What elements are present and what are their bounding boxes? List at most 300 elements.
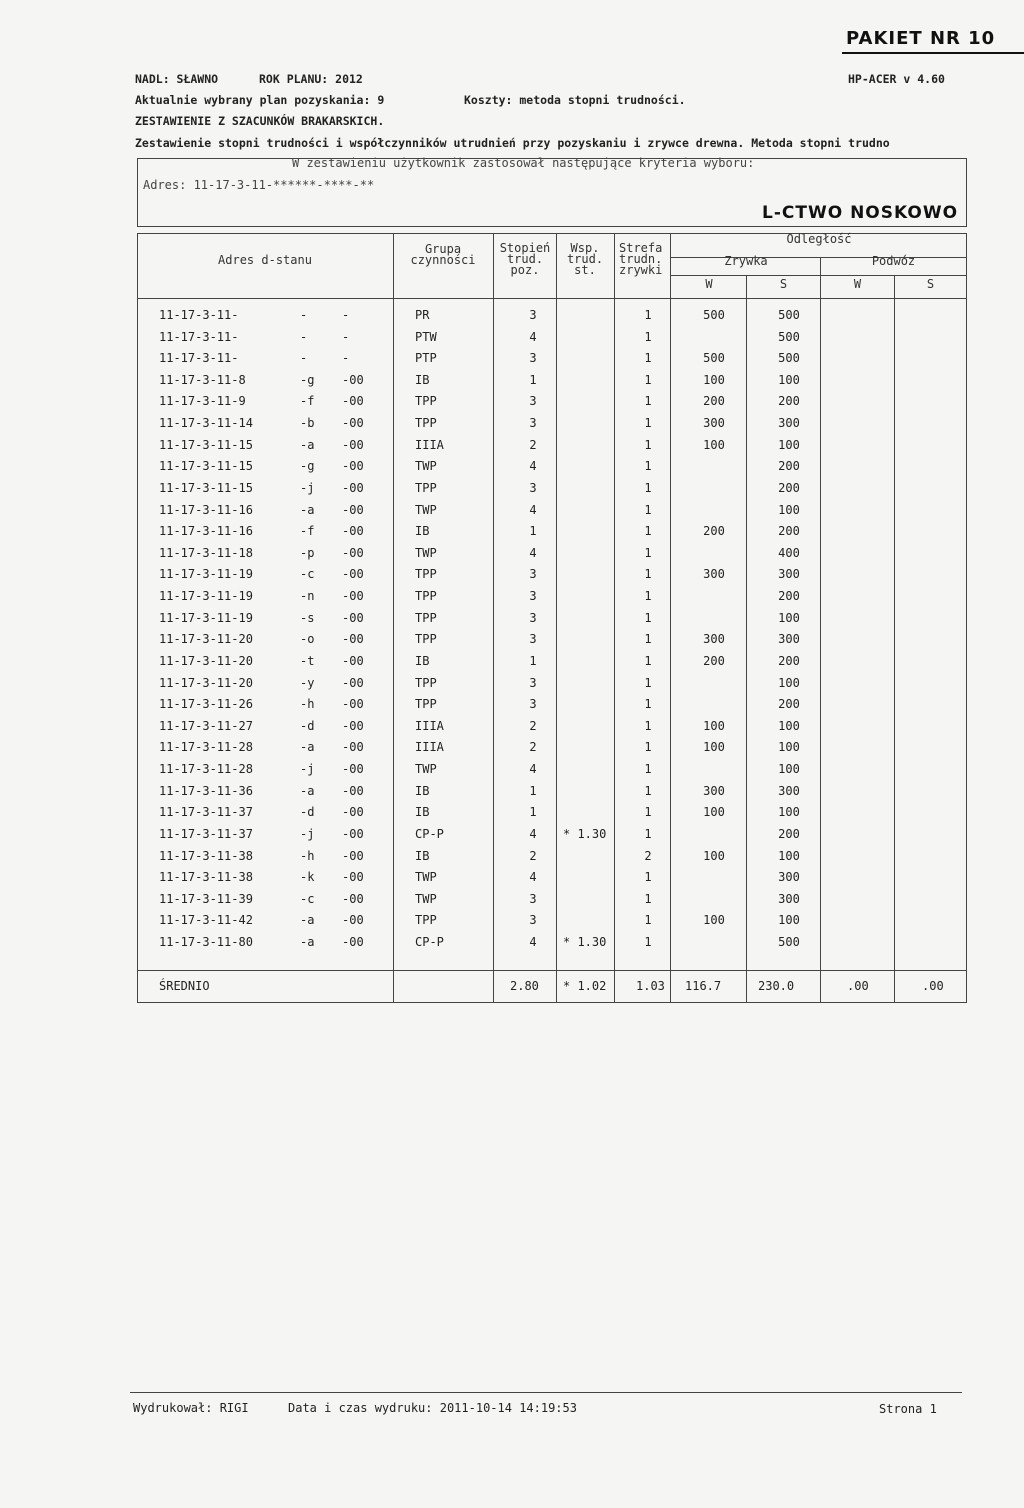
th-skidding-w: W: [705, 277, 713, 291]
row-address: 11-17-3-11-42: [159, 913, 253, 928]
row-address: 11-17-3-11-28: [159, 762, 253, 777]
row-group: PTP: [415, 351, 437, 366]
footer-datetime: Data i czas wydruku: 2011-10-14 14:19:53: [288, 1401, 577, 1415]
row-section: -00: [342, 394, 364, 409]
summary-row: [0, 979, 1024, 1001]
row-skidding-w: 200: [703, 394, 725, 409]
table-row: [0, 351, 1024, 373]
header-year: ROK PLANU: 2012: [259, 72, 363, 86]
header-nadl: NADL: SŁAWNO: [135, 72, 219, 86]
row-address: 11-17-3-11-27: [159, 718, 253, 733]
row-address: 11-17-3-11-15: [159, 480, 253, 495]
row-degree: 4: [529, 459, 537, 474]
table-row: [0, 697, 1024, 719]
row-skidding-s: 200: [778, 653, 800, 668]
table-row: [0, 546, 1024, 568]
row-section: -00: [342, 762, 364, 777]
row-group: TPP: [415, 675, 437, 690]
row-zone: 1: [644, 826, 652, 841]
summary-coef: * 1.02: [563, 979, 607, 993]
row-group: TWP: [415, 545, 437, 560]
row-zone: 1: [644, 632, 652, 647]
row-group: TWP: [415, 891, 437, 906]
footer-page: Strona 1: [879, 1402, 937, 1416]
row-address: 11-17-3-11-19: [159, 610, 253, 625]
table-row: [0, 654, 1024, 676]
row-zone: 1: [644, 675, 652, 690]
row-section: -00: [342, 545, 364, 560]
row-section: -00: [342, 653, 364, 668]
table-row: [0, 892, 1024, 914]
row-group: TPP: [415, 480, 437, 495]
row-degree: 3: [529, 308, 537, 322]
table-row: [0, 330, 1024, 352]
row-section: -00: [342, 848, 364, 863]
row-skidding-s: 100: [778, 372, 800, 387]
row-skidding-s: 100: [778, 502, 800, 517]
row-group: IB: [415, 524, 430, 539]
row-section: -00: [342, 610, 364, 625]
row-group: IIIA: [415, 437, 444, 452]
row-group: TPP: [415, 610, 437, 625]
table-row: [0, 438, 1024, 460]
table-row: [0, 913, 1024, 935]
row-address: 11-17-3-11-9: [159, 394, 246, 409]
row-skidding-s: 200: [778, 459, 800, 474]
row-degree: 2: [529, 437, 537, 452]
row-subdivision: -f: [300, 394, 315, 409]
table-row: [0, 827, 1024, 849]
row-subdivision: -p: [300, 545, 315, 560]
row-subdivision: -k: [300, 870, 315, 885]
row-subdivision: -a: [300, 934, 315, 949]
row-address: 11-17-3-11-20: [159, 653, 253, 668]
row-subdivision: -c: [300, 891, 315, 906]
row-skidding-s: 300: [778, 891, 800, 906]
row-section: -00: [342, 891, 364, 906]
row-group: TWP: [415, 762, 437, 777]
table-row: [0, 632, 1024, 654]
table-row: [0, 589, 1024, 611]
row-address: 11-17-3-11-19: [159, 589, 253, 604]
row-degree: 4: [529, 502, 537, 517]
row-degree: 3: [529, 610, 537, 625]
row-group: IB: [415, 653, 430, 668]
row-address: 11-17-3-11-37: [159, 826, 253, 841]
header-costs: Koszty: metoda stopni trudności.: [464, 93, 686, 107]
row-group: TPP: [415, 589, 437, 604]
row-section: -00: [342, 675, 364, 690]
row-section: -00: [342, 459, 364, 474]
report-title: ZESTAWIENIE Z SZACUNKÓW BRAKARSKICH.: [135, 114, 385, 128]
row-address: 11-17-3-11-38: [159, 848, 253, 863]
row-group: TPP: [415, 567, 437, 582]
row-skidding-w: 300: [703, 567, 725, 582]
row-section: -00: [342, 697, 364, 712]
row-subdivision: -f: [300, 524, 315, 539]
row-section: -00: [342, 913, 364, 928]
row-zone: 1: [644, 567, 652, 582]
table-row: [0, 524, 1024, 546]
row-address: 11-17-3-11-19: [159, 567, 253, 582]
row-zone: 1: [644, 394, 652, 409]
row-skidding-s: 100: [778, 718, 800, 733]
row-zone: 1: [644, 697, 652, 712]
row-degree: 2: [529, 718, 537, 733]
row-address: 11-17-3-11-: [159, 351, 239, 366]
row-group: TPP: [415, 416, 437, 431]
row-zone: 1: [644, 805, 652, 820]
row-degree: 3: [529, 891, 537, 906]
row-group: IIIA: [415, 718, 444, 733]
table-row: [0, 762, 1024, 784]
summary-zone: 1.03: [636, 979, 665, 993]
summary-label: ŚREDNIO: [159, 979, 210, 993]
row-degree: 3: [529, 913, 537, 928]
row-group: TPP: [415, 394, 437, 409]
summary-top-border: [137, 970, 966, 971]
row-address: 11-17-3-11-16: [159, 502, 253, 517]
row-address: 11-17-3-11-15: [159, 437, 253, 452]
table-row: [0, 416, 1024, 438]
row-skidding-w: 500: [703, 308, 725, 322]
row-subdivision: -a: [300, 740, 315, 755]
row-zone: 1: [644, 524, 652, 539]
footer-printed-by: Wydrukował: RIGI: [133, 1401, 249, 1415]
row-skidding-s: 100: [778, 740, 800, 755]
table-row: [0, 503, 1024, 525]
th-skidding: Zrywka: [724, 254, 768, 268]
packet-underline: [842, 52, 1024, 54]
row-skidding-s: 100: [778, 437, 800, 452]
row-section: -00: [342, 416, 364, 431]
row-subdivision: -h: [300, 848, 315, 863]
row-subdivision: -y: [300, 675, 315, 690]
row-skidding-w: 100: [703, 437, 725, 452]
row-group: CP-P: [415, 826, 444, 841]
row-skidding-s: 500: [778, 351, 800, 366]
row-degree: 3: [529, 675, 537, 690]
row-address: 11-17-3-11-26: [159, 697, 253, 712]
row-degree: 3: [529, 589, 537, 604]
row-section: -00: [342, 480, 364, 495]
table-row: [0, 870, 1024, 892]
row-zone: 1: [644, 610, 652, 625]
row-section: -00: [342, 934, 364, 949]
row-subdivision: -: [300, 329, 308, 344]
row-section: -00: [342, 372, 364, 387]
handwritten-division-name: L-CTWO NOSKOWO: [762, 203, 959, 223]
footer-rule: [130, 1392, 962, 1393]
criteria-right-border: [966, 158, 967, 227]
criteria-heading: W zestawieniu użytkownik zastosował następujące kryteria wyboru:: [292, 156, 755, 170]
table-row: [0, 481, 1024, 503]
row-address: 11-17-3-11-8: [159, 372, 246, 387]
row-degree: 3: [529, 480, 537, 495]
row-zone: 1: [644, 589, 652, 604]
row-address: 11-17-3-11-20: [159, 675, 253, 690]
table-row: [0, 849, 1024, 871]
row-coef: * 1.30: [563, 826, 607, 841]
row-subdivision: -a: [300, 913, 315, 928]
row-group: IB: [415, 372, 430, 387]
row-degree: 1: [529, 524, 537, 539]
row-address: 11-17-3-11-39: [159, 891, 253, 906]
row-section: -00: [342, 740, 364, 755]
table-bottom-border: [137, 1002, 966, 1003]
row-degree: 3: [529, 632, 537, 647]
row-zone: 1: [644, 740, 652, 755]
table-row: [0, 308, 1024, 330]
row-skidding-s: 200: [778, 394, 800, 409]
row-zone: 1: [644, 329, 652, 344]
row-subdivision: -n: [300, 589, 315, 604]
row-group: IB: [415, 783, 430, 798]
row-address: 11-17-3-11-18: [159, 545, 253, 560]
row-subdivision: -a: [300, 437, 315, 452]
row-zone: 1: [644, 308, 652, 322]
row-section: -00: [342, 502, 364, 517]
row-skidding-s: 100: [778, 913, 800, 928]
row-skidding-s: 200: [778, 826, 800, 841]
row-group: TPP: [415, 913, 437, 928]
row-degree: 3: [529, 351, 537, 366]
row-subdivision: -: [300, 351, 308, 366]
row-skidding-s: 100: [778, 675, 800, 690]
row-skidding-s: 300: [778, 632, 800, 647]
row-zone: 1: [644, 372, 652, 387]
row-zone: 1: [644, 502, 652, 517]
row-degree: 4: [529, 870, 537, 885]
row-degree: 3: [529, 567, 537, 582]
row-skidding-w: 300: [703, 783, 725, 798]
row-degree: 4: [529, 762, 537, 777]
row-skidding-w: 200: [703, 524, 725, 539]
row-skidding-s: 300: [778, 567, 800, 582]
row-zone: 1: [644, 351, 652, 366]
row-group: PR: [415, 308, 430, 322]
row-zone: 1: [644, 459, 652, 474]
row-skidding-s: 100: [778, 848, 800, 863]
row-section: -00: [342, 437, 364, 452]
row-zone: 1: [644, 891, 652, 906]
row-address: 11-17-3-11-: [159, 329, 239, 344]
row-address: 11-17-3-11-36: [159, 783, 253, 798]
row-subdivision: -b: [300, 416, 315, 431]
th-distance: Odległość: [786, 232, 852, 246]
row-zone: 1: [644, 437, 652, 452]
row-address: 11-17-3-11-28: [159, 740, 253, 755]
table-row: [0, 784, 1024, 806]
row-subdivision: -o: [300, 632, 315, 647]
row-degree: 3: [529, 416, 537, 431]
row-degree: 1: [529, 805, 537, 820]
row-skidding-w: 100: [703, 848, 725, 863]
row-section: -00: [342, 567, 364, 582]
row-section: -00: [342, 589, 364, 604]
header-version: HP-ACER v 4.60: [848, 72, 945, 86]
row-group: TWP: [415, 870, 437, 885]
summary-skidding-s: 230.0: [758, 979, 795, 993]
table-row: [0, 805, 1024, 827]
row-address: 11-17-3-11-38: [159, 870, 253, 885]
row-group: TPP: [415, 632, 437, 647]
row-zone: 1: [644, 934, 652, 949]
row-skidding-s: 100: [778, 610, 800, 625]
row-skidding-w: 100: [703, 372, 725, 387]
th-transport: Podwóz: [871, 254, 916, 268]
row-skidding-s: 100: [778, 762, 800, 777]
row-section: -: [342, 351, 350, 366]
row-subdivision: -a: [300, 502, 315, 517]
row-skidding-s: 200: [778, 480, 800, 495]
row-zone: 1: [644, 762, 652, 777]
th-transport-w: W: [853, 277, 862, 291]
row-skidding-w: 100: [703, 805, 725, 820]
row-skidding-s: 100: [778, 805, 800, 820]
table-row: [0, 676, 1024, 698]
row-section: -00: [342, 632, 364, 647]
row-subdivision: -s: [300, 610, 315, 625]
row-skidding-s: 400: [778, 545, 800, 560]
criteria-left-border: [137, 158, 138, 227]
row-skidding-w: 100: [703, 718, 725, 733]
row-section: -: [342, 329, 350, 344]
row-address: 11-17-3-11-15: [159, 459, 253, 474]
row-skidding-s: 300: [778, 416, 800, 431]
row-address: 11-17-3-11-14: [159, 416, 253, 431]
row-subdivision: -j: [300, 826, 315, 841]
row-coef: * 1.30: [563, 934, 607, 949]
row-degree: 2: [529, 740, 537, 755]
row-subdivision: -t: [300, 653, 315, 668]
summary-skidding-w: 116.7: [685, 979, 722, 993]
row-group: IB: [415, 848, 430, 863]
row-zone: 1: [644, 783, 652, 798]
row-group: IIIA: [415, 740, 444, 755]
row-address: 11-17-3-11-16: [159, 524, 253, 539]
table-row: [0, 567, 1024, 589]
row-skidding-s: 300: [778, 783, 800, 798]
row-skidding-w: 300: [703, 416, 725, 431]
row-subdivision: -c: [300, 567, 315, 582]
row-subdivision: -h: [300, 697, 315, 712]
th-transport-s: S: [926, 277, 935, 291]
row-skidding-w: 100: [703, 740, 725, 755]
row-section: -00: [342, 870, 364, 885]
row-group: CP-P: [415, 934, 444, 949]
row-group: TWP: [415, 459, 437, 474]
summary-transport-s: .00: [922, 979, 944, 993]
row-skidding-s: 200: [778, 524, 800, 539]
row-skidding-s: 500: [778, 934, 800, 949]
row-group: TWP: [415, 502, 437, 517]
table-row: [0, 935, 1024, 957]
row-degree: 4: [529, 934, 537, 949]
row-skidding-w: 200: [703, 653, 725, 668]
row-degree: 4: [529, 329, 537, 344]
header-ws-topline: [670, 275, 966, 276]
row-subdivision: -g: [300, 372, 315, 387]
th-degree: Stopień trud. poz.: [499, 241, 551, 277]
table-row: [0, 719, 1024, 741]
row-zone: 1: [644, 718, 652, 733]
row-zone: 1: [644, 653, 652, 668]
row-group: IB: [415, 805, 430, 820]
row-section: -00: [342, 783, 364, 798]
row-zone: 1: [644, 480, 652, 495]
th-address: Adres d-stanu: [218, 253, 312, 267]
row-address: 11-17-3-11-: [159, 308, 239, 322]
header-bottom-border: [137, 298, 966, 299]
row-section: -00: [342, 805, 364, 820]
table-row: [0, 740, 1024, 762]
row-skidding-s: 200: [778, 589, 800, 604]
row-section: -: [342, 308, 350, 322]
row-subdivision: -a: [300, 783, 315, 798]
summary-transport-w: .00: [847, 979, 869, 993]
row-zone: 1: [644, 913, 652, 928]
row-zone: 2: [644, 848, 652, 863]
row-subdivision: -j: [300, 762, 315, 777]
row-group: TPP: [415, 697, 437, 712]
row-skidding-w: 300: [703, 632, 725, 647]
th-skidding-s: S: [779, 277, 788, 291]
row-skidding-s: 500: [778, 308, 800, 322]
handwritten-packet-number: PAKIET NR 10: [846, 28, 996, 49]
header-plan: Aktualnie wybrany plan pozyskania: 9: [135, 93, 385, 107]
row-degree: 1: [529, 653, 537, 668]
row-degree: 4: [529, 545, 537, 560]
row-skidding-w: 100: [703, 913, 725, 928]
row-degree: 1: [529, 783, 537, 798]
th-zone: Strefa trudn. zrywki: [619, 241, 663, 277]
row-subdivision: -g: [300, 459, 315, 474]
row-subdivision: -d: [300, 718, 315, 733]
row-subdivision: -: [300, 308, 308, 322]
row-degree: 4: [529, 826, 537, 841]
row-degree: 3: [529, 394, 537, 409]
row-section: -00: [342, 524, 364, 539]
row-skidding-w: 500: [703, 351, 725, 366]
row-section: -00: [342, 826, 364, 841]
row-degree: 1: [529, 372, 537, 387]
row-skidding-s: 300: [778, 870, 800, 885]
row-zone: 1: [644, 870, 652, 885]
table-row: [0, 611, 1024, 633]
row-degree: 2: [529, 848, 537, 863]
row-address: 11-17-3-11-20: [159, 632, 253, 647]
row-subdivision: -d: [300, 805, 315, 820]
row-skidding-s: 500: [778, 329, 800, 344]
criteria-address: Adres: 11-17-3-11-******-****-**: [143, 178, 375, 192]
row-section: -00: [342, 718, 364, 733]
th-coef: Wsp. trud. st.: [566, 241, 604, 277]
table-row: [0, 373, 1024, 395]
row-zone: 1: [644, 545, 652, 560]
table-row: [0, 459, 1024, 481]
th-group: Grupa czynności: [410, 242, 476, 267]
row-skidding-s: 200: [778, 697, 800, 712]
row-address: 11-17-3-11-37: [159, 805, 253, 820]
criteria-bottom-border: [137, 226, 966, 227]
row-group: PTW: [415, 329, 437, 344]
summary-degree: 2.80: [510, 979, 539, 993]
row-degree: 3: [529, 697, 537, 712]
report-subtitle: Zestawienie stopni trudności i współczynników utrudnień przy pozyskaniu i zrywce drewna. Metoda stopni trudno: [135, 136, 890, 150]
row-zone: 1: [644, 416, 652, 431]
table-row: [0, 394, 1024, 416]
